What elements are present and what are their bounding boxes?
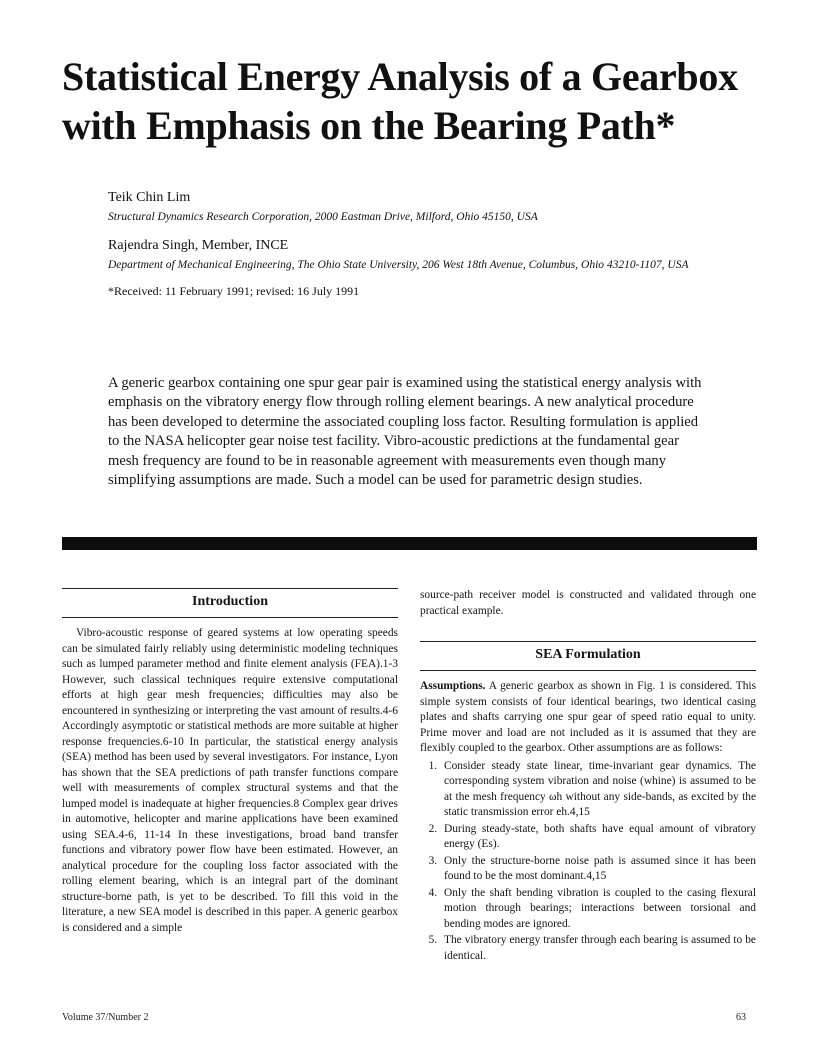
introduction-heading: Introduction xyxy=(192,594,268,609)
section-divider-bar xyxy=(62,537,757,550)
sea-formulation-heading-block xyxy=(420,641,756,671)
introduction-heading-block xyxy=(62,588,398,618)
footer-volume: Volume 37/Number 2 xyxy=(62,1012,149,1023)
received-note: *Received: 11 February 1991; revised: 16 July 1991 xyxy=(108,284,360,298)
list-item: 4. Only the shaft bending vibration is coupled to the casing flexural motion through bearings; interactions between torsional and bending modes are ignored. xyxy=(440,886,756,933)
author-name-2: Rajendra Singh, Member, INCE xyxy=(108,238,289,253)
introduction-continuation: source-path receiver model is constructed and validated through one practical example. xyxy=(420,589,756,617)
heading-rule-top xyxy=(420,641,756,642)
right-column xyxy=(420,588,756,965)
assumptions-intro: A generic gearbox as shown in Fig. 1 is considered. This simple system consists of four identical bearings, two identical casing plates and shafts carrying one spur gear of speed ratio equal to unity. Prime mover and load are not included as it is assumed that they are flexibly coupled to the gearbox. Other assumptions are as follows: xyxy=(420,680,756,754)
heading-rule-bottom xyxy=(62,617,398,618)
paper-title xyxy=(62,52,782,150)
title-line-2: with Emphasis on the Bearing Path* xyxy=(62,103,676,148)
title-line-1: Statistical Energy Analysis of a Gearbox xyxy=(62,54,738,99)
sea-formulation-heading: SEA Formulation xyxy=(535,647,641,662)
introduction-paragraph: Vibro-acoustic response of geared systems at low operating speeds can be simulated fairly reliably using deterministic modeling techniques such as lumped parameter method and finite element analysis (FEA).1-3 However, such classical techniques require extensive computational efforts at high gear mesh frequencies; difficulties may also be encountered in synthesizing or interpreting the vast amount of results.4-6 Accordingly asymptotic or statistical methods are more suitable at higher response frequencies.6-10 In particular, the statistical energy analysis (SEA) method has been used by several investigators. For instance, Lyon has shown that the SEA predictions of path transfer functions compare well with measurements of complex structural systems and that the lumped model is inadequate at higher frequencies.8 Complex gear drives in automotive, helicopter and marine applications have been examined using SEA.4-6, 11-14 In these investigations, broad band transfer functions and vibratory power flow have been estimated. However, an analytical procedure for the coupling loss factor associated with the rolling element bearing, which is an integral part of the dominant structure-borne path, is yet to be described. To fill this void in the literature, a new SEA model is described in this paper. A generic gearbox is considered and a simple xyxy=(62,627,398,934)
abstract: A generic gearbox containing one spur gear pair is examined using the statistical energy analysis with emphasis on the vibratory energy flow through rolling element bearings. A new analytical procedure has been developed to determine the associated coupling loss factor. Resulting formulation is applied to the NASA helicopter gear noise test facility. Vibro-acoustic predictions at the fundamental gear mesh frequency are found to be in reasonable agreement with measurements even though many simplifying assumptions are made. Such a model can be used for parametric design studies. xyxy=(108,375,702,489)
list-item: 2. During steady-state, both shafts have equal amount of vibratory energy (Es). xyxy=(440,822,756,853)
list-item: 1. Consider steady state linear, time-invariant gear dynamics. The corresponding system vibration and noise (whine) is assumed to be at the mesh frequency ωh without any side-bands, as excited by the static transmission error eh.4,15 xyxy=(440,759,756,821)
author-affiliation-2: Department of Mechanical Engineering, The Ohio State University, 206 West 18th Avenue, Columbus, Ohio 43210-1107, USA xyxy=(108,259,689,271)
left-column xyxy=(62,588,398,936)
page-number: 63 xyxy=(736,1012,746,1023)
heading-rule-top xyxy=(62,588,398,589)
author-name-1: Teik Chin Lim xyxy=(108,190,191,205)
author-block xyxy=(108,189,708,311)
heading-rule-bottom xyxy=(420,670,756,671)
assumptions-runin-heading: Assumptions. xyxy=(420,680,486,692)
list-item: 3. Only the structure-borne noise path is assumed since it has been found to be the most dominant.4,15 xyxy=(440,854,756,885)
author-affiliation-1: Structural Dynamics Research Corporation, 2000 Eastman Drive, Milford, Ohio 45150, USA xyxy=(108,211,538,223)
assumptions-list xyxy=(420,759,756,965)
assumptions-paragraph xyxy=(420,679,756,757)
list-item: 5. The vibratory energy transfer through each bearing is assumed to be identical. xyxy=(440,933,756,964)
